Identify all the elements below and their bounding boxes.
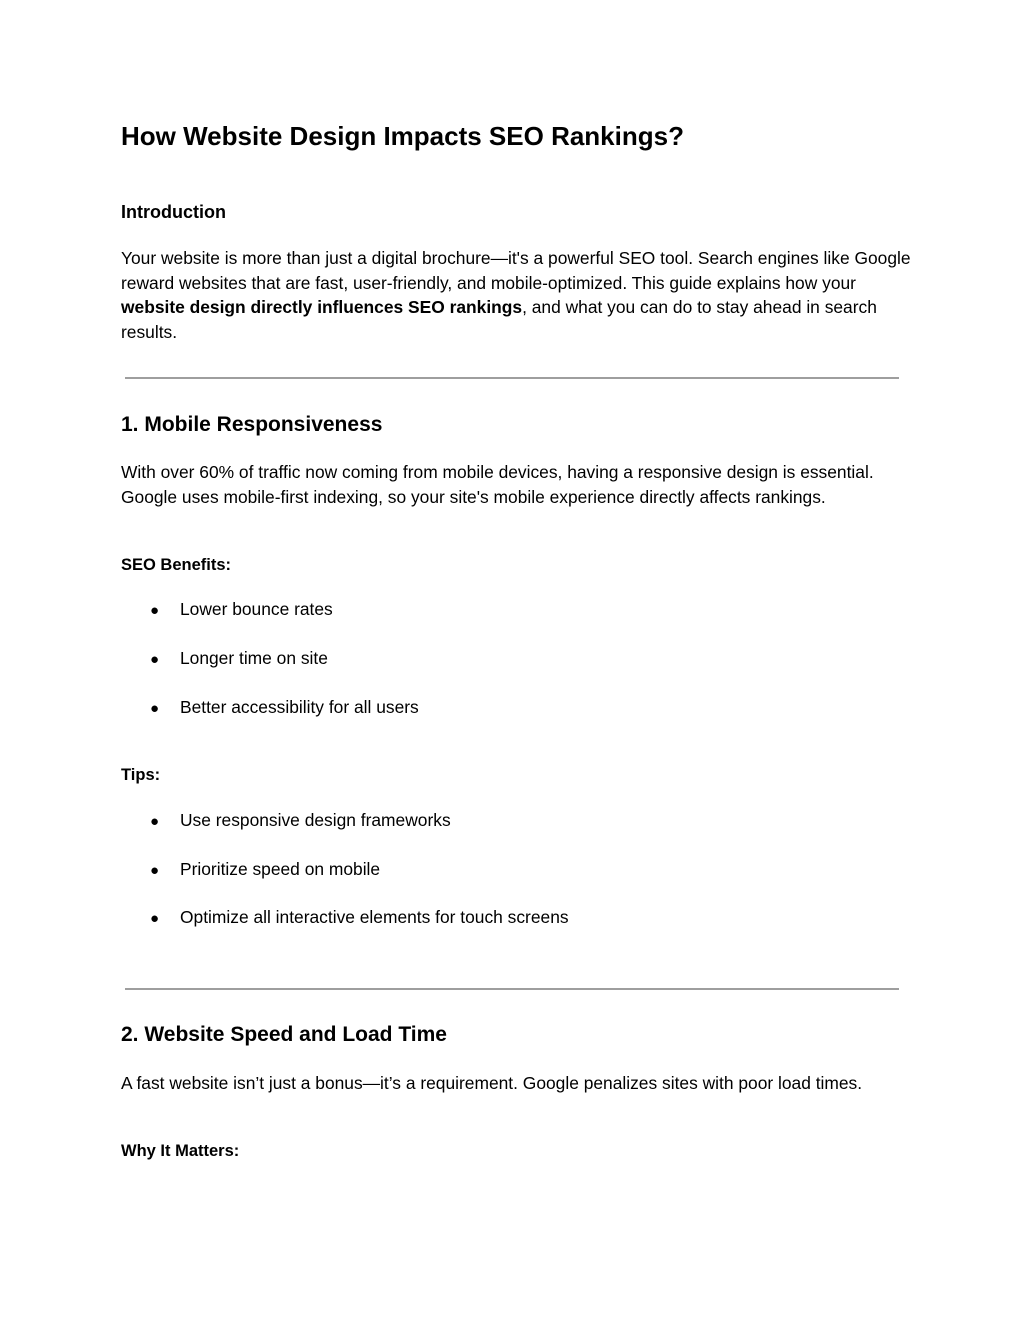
seo-benefits-label: SEO Benefits: [121,556,232,574]
bullet-icon: ● [150,910,160,927]
bullet-icon: ● [150,602,160,619]
section-paragraph-website-speed: A fast website isn’t just a bonus—it’s a requirement. Google penalizes sites with poor load times. [121,1073,863,1093]
section-heading-mobile-responsiveness: 1. Mobile Responsiveness [121,413,383,436]
list-item [150,857,380,883]
section-heading-website-speed: 2. Website Speed and Load Time [121,1023,447,1046]
introduction-text-end: , and what you can do to stay ahead in search results. [121,297,877,342]
list-item [150,597,333,623]
bullet-icon: ● [150,651,160,668]
list-item-text: Prioritize speed on mobile [180,859,381,879]
horizontal-divider [125,988,899,990]
list-item [150,646,328,672]
list-item-text: Use responsive design frameworks [180,810,451,830]
horizontal-divider [125,377,899,379]
list-item-text: Longer time on site [180,648,328,668]
list-item [150,808,451,834]
section-paragraph-mobile-responsiveness: With over 60% of traffic now coming from mobile devices, having a responsive design is essential. Google uses mobile-first indexing, so your site's mobile experience directly affects rankings. [121,462,874,507]
introduction-bold-text: website design directly influences SEO rankings [121,297,523,317]
bullet-icon: ● [150,813,160,830]
list-item-text: Optimize all interactive elements for touch screens [180,907,569,927]
list-item [150,695,419,721]
bullet-icon: ● [150,700,160,717]
list-item-text: Better accessibility for all users [180,697,419,717]
bullet-icon: ● [150,862,160,879]
introduction-text-start: Your website is more than just a digital brochure—it's a powerful SEO tool. Search engines like Google reward websites that are fast, user-friendly, and mobile-optimized. This guide explains how your [121,248,911,293]
list-item-text: Lower bounce rates [180,599,333,619]
why-it-matters-label: Why It Matters: [121,1142,240,1160]
introduction-heading: Introduction [121,202,226,222]
page-title: How Website Design Impacts SEO Rankings? [121,121,684,151]
list-item [150,905,569,931]
tips-label: Tips: [121,766,161,784]
introduction-paragraph [121,246,911,344]
